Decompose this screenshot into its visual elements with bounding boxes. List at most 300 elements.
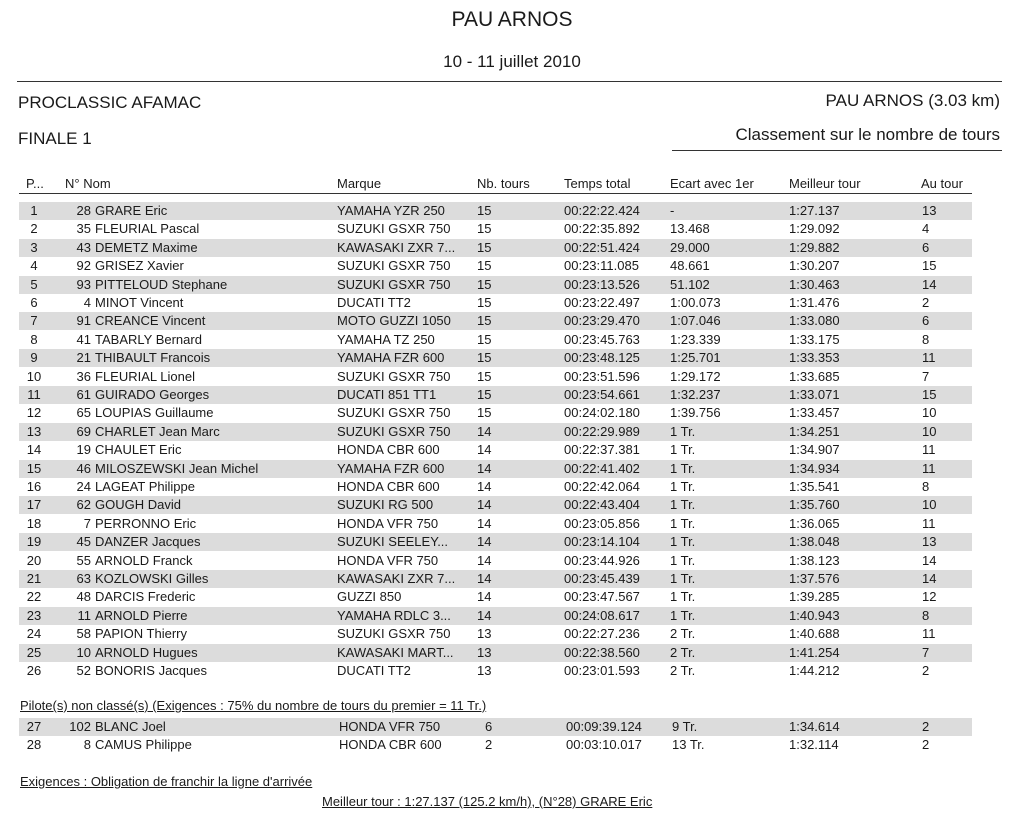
- cell-meilleur: 1:29.882: [789, 239, 840, 255]
- cell-nom: GRISEZ Xavier: [95, 258, 184, 274]
- cell-tours: 14: [477, 571, 492, 586]
- cell-nom: CHARLET Jean Marc: [95, 423, 220, 439]
- cell-au-tour: 13: [922, 203, 937, 218]
- cell-marque: HONDA CBR 600: [337, 442, 440, 458]
- cell-au-tour: 14: [922, 571, 937, 586]
- table-header-divider: [19, 193, 972, 194]
- cell-marque: HONDA CBR 600: [339, 737, 442, 753]
- cell-num: 8: [83, 737, 91, 753]
- cell-ecart: 1:32.237: [670, 387, 721, 402]
- cell-tours: 15: [477, 387, 492, 402]
- cell-num: 21: [76, 350, 91, 366]
- cell-nom: GOUGH David: [95, 497, 181, 513]
- cell-marque: KAWASAKI ZXR 7...: [337, 239, 456, 255]
- cell-ecart: 1 Tr.: [670, 607, 696, 623]
- cell-au-tour: 6: [922, 239, 930, 255]
- cell-ecart: 1:07.046: [670, 313, 721, 329]
- cell-tours: 15: [477, 295, 492, 310]
- table-row: [19, 276, 972, 294]
- cell-tours: 15: [477, 221, 492, 237]
- cell-tours: 14: [477, 607, 492, 623]
- table-row: [19, 460, 972, 478]
- top-divider: [17, 81, 1002, 82]
- cell-meilleur: 1:33.353: [789, 350, 840, 366]
- cell-meilleur: 1:38.048: [789, 534, 840, 550]
- table-row: [19, 625, 972, 643]
- table-row: [19, 404, 972, 422]
- cell-nom: MINOT Vincent: [95, 295, 184, 310]
- cell-tours: 15: [477, 258, 492, 274]
- cell-temps: 00:24:02.180: [564, 405, 640, 421]
- col-header-au-tour: Au tour: [921, 176, 963, 191]
- cell-marque: HONDA VFR 750: [337, 515, 439, 531]
- cell-au-tour: 2: [922, 663, 930, 678]
- cell-pos: 3: [30, 239, 38, 255]
- cell-au-tour: 12: [922, 589, 937, 605]
- table-row: [19, 478, 972, 496]
- circuit-label: PAU ARNOS (3.03 km): [825, 91, 1000, 110]
- cell-marque: SUZUKI GSXR 750: [337, 423, 451, 439]
- cell-temps: 00:22:42.064: [564, 479, 640, 494]
- race-label: FINALE 1: [18, 129, 92, 148]
- cell-temps: 00:23:13.526: [564, 276, 640, 292]
- cell-pos: 18: [26, 515, 42, 531]
- cell-num: 55: [76, 552, 91, 568]
- cell-temps: 00:23:11.085: [564, 258, 639, 274]
- cell-temps: 00:23:22.497: [564, 295, 640, 310]
- cell-temps: 00:03:10.017: [566, 737, 642, 753]
- cell-ecart: 48.661: [670, 258, 710, 274]
- cell-nom: THIBAULT Francois: [95, 350, 211, 366]
- cell-temps: 00:23:45.439: [564, 571, 640, 586]
- cell-marque: HONDA VFR 750: [337, 552, 439, 568]
- cell-num: 4: [83, 295, 91, 310]
- cell-ecart: 1:00.073: [670, 295, 721, 310]
- cell-ecart: 1:39.756: [670, 405, 721, 421]
- cell-ecart: 1 Tr.: [670, 589, 696, 605]
- cell-tours: 15: [477, 276, 492, 292]
- cell-temps: 00:22:35.892: [564, 221, 640, 237]
- cell-pos: 17: [26, 497, 42, 513]
- cell-temps: 00:22:29.989: [564, 423, 640, 439]
- cell-nom: PITTELOUD Stephane: [95, 276, 228, 292]
- cell-meilleur: 1:32.114: [789, 737, 839, 753]
- table-row: [19, 202, 972, 220]
- table-row: [19, 368, 972, 386]
- cell-pos: 21: [26, 571, 42, 586]
- cell-temps: 00:09:39.124: [566, 719, 642, 734]
- cell-marque: SUZUKI GSXR 750: [337, 221, 451, 237]
- cell-meilleur: 1:44.212: [789, 663, 840, 678]
- cell-nom: ARNOLD Franck: [95, 552, 193, 568]
- table-row: [19, 570, 972, 588]
- cell-tours: 2: [485, 737, 493, 753]
- cell-pos: 12: [26, 405, 42, 421]
- cell-pos: 8: [30, 331, 38, 347]
- cell-ecart: 9 Tr.: [672, 719, 698, 734]
- cell-pos: 7: [30, 313, 38, 329]
- cell-marque: SUZUKI RG 500: [337, 497, 434, 513]
- cell-temps: 00:23:54.661: [564, 387, 640, 402]
- exigences-note: Exigences : Obligation de franchir la ligne d'arrivée: [20, 774, 313, 789]
- cell-tours: 14: [477, 423, 492, 439]
- cell-pos: 1: [30, 203, 38, 218]
- cell-tours: 14: [477, 589, 492, 605]
- cell-meilleur: 1:40.688: [789, 626, 840, 642]
- cell-num: 36: [76, 368, 91, 384]
- cell-meilleur: 1:30.207: [789, 258, 840, 274]
- cell-ecart: 1 Tr.: [670, 515, 696, 531]
- cell-num: 48: [76, 589, 91, 605]
- cell-ecart: 51.102: [670, 276, 710, 292]
- table-row: [19, 239, 972, 257]
- cell-nom: KOZLOWSKI Gilles: [95, 571, 209, 586]
- cell-meilleur: 1:31.476: [789, 295, 840, 310]
- cell-nom: BONORIS Jacques: [95, 663, 207, 678]
- cell-meilleur: 1:34.907: [789, 442, 840, 458]
- table-row: [19, 349, 972, 367]
- table-row: [19, 220, 972, 238]
- cell-meilleur: 1:27.137: [789, 203, 840, 218]
- table-row: [19, 607, 972, 625]
- cell-tours: 13: [477, 663, 492, 678]
- cell-num: 19: [76, 442, 91, 458]
- cell-pos: 11: [27, 387, 41, 402]
- cell-ecart: 1 Tr.: [670, 552, 696, 568]
- cell-temps: 00:24:08.617: [564, 607, 640, 623]
- cell-au-tour: 14: [922, 276, 937, 292]
- cell-au-tour: 10: [922, 423, 937, 439]
- col-header-ecart: Ecart avec 1er: [670, 176, 754, 191]
- table-row: [19, 662, 972, 680]
- cell-nom: PERRONNO Eric: [95, 515, 197, 531]
- cell-pos: 28: [26, 737, 42, 753]
- cell-temps: 00:23:44.926: [564, 552, 640, 568]
- table-row: [19, 257, 972, 275]
- col-header-temps: Temps total: [564, 176, 631, 191]
- cell-tours: 14: [477, 515, 492, 531]
- cell-tours: 15: [477, 331, 492, 347]
- cell-ecart: 2 Tr.: [670, 663, 696, 678]
- cell-temps: 00:22:22.424: [564, 203, 640, 218]
- cell-num: 63: [76, 571, 91, 586]
- cell-pos: 26: [26, 663, 42, 678]
- cell-tours: 15: [477, 203, 492, 218]
- cell-marque: DUCATI TT2: [337, 663, 411, 678]
- cell-meilleur: 1:41.254: [789, 644, 840, 660]
- cell-meilleur: 1:37.576: [789, 571, 840, 586]
- cell-marque: GUZZI 850: [337, 589, 402, 605]
- cell-tours: 6: [485, 719, 493, 734]
- cell-num: 46: [76, 460, 91, 476]
- cell-au-tour: 10: [922, 405, 937, 421]
- cell-marque: SUZUKI GSXR 750: [337, 368, 451, 384]
- non-classes-title: Pilote(s) non classé(s) (Exigences : 75% du nombre de tours du premier = 11 Tr.): [20, 698, 487, 713]
- cell-au-tour: 15: [922, 258, 937, 274]
- cell-pos: 19: [26, 534, 42, 550]
- event-title: PAU ARNOS: [451, 8, 573, 31]
- cell-meilleur: 1:36.065: [789, 515, 840, 531]
- cell-tours: 14: [477, 442, 492, 458]
- cell-ecart: 29.000: [670, 239, 710, 255]
- cell-nom: FLEURIAL Lionel: [95, 368, 195, 384]
- cell-temps: 00:23:05.856: [564, 515, 640, 531]
- cell-au-tour: 4: [922, 221, 930, 237]
- cell-num: 92: [76, 258, 91, 274]
- cell-num: 7: [83, 515, 91, 531]
- cell-pos: 13: [26, 423, 42, 439]
- cell-num: 35: [76, 221, 91, 237]
- cell-marque: KAWASAKI MART...: [337, 644, 454, 660]
- cell-nom: BLANC Joel: [95, 719, 166, 734]
- cell-meilleur: 1:35.760: [789, 497, 840, 513]
- cell-num: 11: [77, 607, 91, 623]
- cell-pos: 23: [26, 607, 42, 623]
- cell-au-tour: 11: [922, 626, 936, 642]
- cell-marque: SUZUKI GSXR 750: [337, 405, 451, 421]
- table-row: [19, 718, 972, 736]
- cell-au-tour: 14: [922, 552, 937, 568]
- cell-au-tour: 2: [922, 737, 930, 753]
- ranking-type-label: Classement sur le nombre de tours: [735, 125, 1000, 144]
- cell-pos: 14: [26, 442, 42, 458]
- cell-marque: DUCATI TT2: [337, 295, 411, 310]
- table-row: [19, 533, 972, 551]
- cell-temps: 00:23:47.567: [564, 589, 640, 605]
- cell-temps: 00:23:14.104: [564, 534, 640, 550]
- cell-meilleur: 1:33.080: [789, 313, 840, 329]
- table-row: [19, 312, 972, 330]
- cell-marque: YAMAHA TZ 250: [337, 331, 435, 347]
- cell-marque: SUZUKI GSXR 750: [337, 258, 451, 274]
- cell-nom: LOUPIAS Guillaume: [95, 405, 214, 421]
- cell-ecart: 1:23.339: [670, 331, 721, 347]
- cell-nom: ARNOLD Pierre: [95, 607, 188, 623]
- cell-au-tour: 7: [922, 368, 930, 384]
- cell-num: 41: [76, 331, 91, 347]
- table-row: [19, 644, 972, 662]
- cell-pos: 9: [30, 350, 38, 366]
- cell-nom: ARNOLD Hugues: [95, 644, 198, 660]
- cell-ecart: 1:29.172: [670, 368, 721, 384]
- cell-ecart: 1 Tr.: [670, 442, 696, 458]
- cell-marque: DUCATI 851 TT1: [337, 387, 437, 402]
- cell-tours: 14: [477, 479, 492, 494]
- cell-ecart: 2 Tr.: [670, 626, 696, 642]
- cell-num: 24: [76, 479, 91, 494]
- cell-au-tour: 10: [922, 497, 937, 513]
- cell-meilleur: 1:30.463: [789, 276, 840, 292]
- cell-temps: 00:23:01.593: [564, 663, 640, 678]
- cell-num: 52: [76, 663, 91, 678]
- cell-tours: 15: [477, 405, 492, 421]
- cell-au-tour: 13: [922, 534, 937, 550]
- cell-nom: CAMUS Philippe: [95, 737, 192, 753]
- cell-meilleur: 1:34.934: [789, 460, 840, 476]
- cell-marque: MOTO GUZZI 1050: [337, 313, 451, 329]
- cell-nom: LAGEAT Philippe: [95, 479, 195, 494]
- cell-temps: 00:22:37.381: [564, 442, 640, 458]
- cell-pos: 5: [30, 276, 38, 292]
- col-header-marque: Marque: [337, 176, 382, 191]
- cell-tours: 14: [477, 534, 492, 550]
- cell-num: 58: [76, 626, 91, 642]
- cell-nom: CHAULET Eric: [95, 442, 182, 458]
- cell-tours: 15: [477, 368, 492, 384]
- cell-tours: 14: [477, 497, 492, 513]
- cell-num: 43: [76, 239, 91, 255]
- cell-au-tour: 8: [922, 331, 930, 347]
- cell-meilleur: 1:38.123: [789, 552, 840, 568]
- cell-nom: TABARLY Bernard: [95, 331, 202, 347]
- cell-nom: GUIRADO Georges: [95, 387, 210, 402]
- cell-nom: DEMETZ Maxime: [95, 239, 198, 255]
- cell-tours: 14: [477, 460, 492, 476]
- cell-meilleur: 1:40.943: [789, 607, 840, 623]
- cell-num: 93: [76, 276, 91, 292]
- cell-ecart: 1 Tr.: [670, 479, 696, 494]
- cell-marque: HONDA VFR 750: [339, 719, 441, 734]
- cell-num: 69: [76, 423, 91, 439]
- cell-au-tour: 11: [922, 442, 936, 458]
- cell-temps: 00:23:29.470: [564, 313, 640, 329]
- table-row: [19, 588, 972, 606]
- cell-temps: 00:22:38.560: [564, 644, 640, 660]
- cell-meilleur: 1:33.457: [789, 405, 840, 421]
- col-header-pos: P...: [26, 176, 44, 191]
- cell-pos: 6: [30, 295, 38, 310]
- table-row: [19, 423, 972, 441]
- cell-au-tour: 11: [922, 350, 936, 366]
- cell-num: 61: [76, 387, 91, 402]
- cell-nom: CREANCE Vincent: [95, 313, 206, 329]
- table-row: [19, 736, 972, 754]
- cell-pos: 25: [26, 644, 42, 660]
- table-row: [19, 552, 972, 570]
- cell-pos: 10: [26, 368, 42, 384]
- cell-tours: 15: [477, 313, 492, 329]
- col-header-tours: Nb. tours: [477, 176, 530, 191]
- cell-ecart: -: [670, 203, 675, 218]
- cell-ecart: 1 Tr.: [670, 571, 696, 586]
- cell-pos: 27: [26, 719, 42, 734]
- best-lap-note: Meilleur tour : 1:27.137 (125.2 km/h), (N°28) GRARE Eric: [322, 794, 653, 809]
- cell-au-tour: 7: [922, 644, 930, 660]
- cell-num: 91: [76, 313, 91, 329]
- cell-nom: MILOSZEWSKI Jean Michel: [95, 460, 259, 476]
- cell-meilleur: 1:34.251: [789, 423, 840, 439]
- col-header-num-nom: N° Nom: [65, 176, 111, 191]
- cell-nom: FLEURIAL Pascal: [95, 221, 200, 237]
- cell-au-tour: 11: [922, 460, 936, 476]
- cell-ecart: 1 Tr.: [670, 497, 696, 513]
- cell-marque: YAMAHA RDLC 3...: [337, 607, 451, 623]
- cell-marque: KAWASAKI ZXR 7...: [337, 571, 456, 586]
- cell-meilleur: 1:35.541: [789, 479, 840, 494]
- right-header-divider: [672, 150, 1002, 151]
- cell-pos: 16: [26, 479, 42, 494]
- cell-marque: YAMAHA FZR 600: [337, 350, 445, 366]
- cell-tours: 15: [477, 350, 492, 366]
- cell-temps: 00:22:41.402: [564, 460, 640, 476]
- cell-marque: SUZUKI GSXR 750: [337, 626, 451, 642]
- event-date: 10 - 11 juillet 2010: [443, 52, 581, 71]
- cell-ecart: 1 Tr.: [670, 460, 696, 476]
- table-row: [19, 294, 972, 312]
- table-row: [19, 515, 972, 533]
- cell-temps: 00:23:51.596: [564, 368, 640, 384]
- cell-au-tour: 8: [922, 479, 930, 494]
- cell-marque: SUZUKI GSXR 750: [337, 276, 451, 292]
- cell-meilleur: 1:39.285: [789, 589, 840, 605]
- cell-nom: PAPION Thierry: [95, 626, 187, 642]
- cell-meilleur: 1:34.614: [789, 719, 840, 734]
- cell-marque: HONDA CBR 600: [337, 479, 440, 494]
- cell-num: 45: [76, 534, 91, 550]
- cell-temps: 00:22:51.424: [564, 239, 640, 255]
- cell-meilleur: 1:29.092: [789, 221, 840, 237]
- cell-temps: 00:23:48.125: [564, 350, 640, 366]
- cell-num: 28: [76, 203, 91, 218]
- cell-tours: 15: [477, 239, 492, 255]
- table-row: [19, 386, 972, 404]
- cell-nom: GRARE Eric: [95, 203, 168, 218]
- cell-tours: 13: [477, 644, 492, 660]
- cell-marque: SUZUKI SEELEY...: [337, 534, 449, 550]
- cell-nom: DARCIS Frederic: [95, 589, 196, 605]
- cell-marque: YAMAHA YZR 250: [337, 203, 445, 218]
- cell-num: 102: [69, 719, 91, 734]
- cell-meilleur: 1:33.175: [789, 331, 840, 347]
- cell-pos: 22: [26, 589, 42, 605]
- table-row: [19, 331, 972, 349]
- cell-meilleur: 1:33.685: [789, 368, 840, 384]
- cell-pos: 24: [26, 626, 42, 642]
- category-label: PROCLASSIC AFAMAC: [18, 93, 202, 112]
- cell-pos: 20: [26, 552, 42, 568]
- cell-au-tour: 15: [922, 387, 937, 402]
- cell-ecart: 2 Tr.: [670, 644, 696, 660]
- cell-marque: YAMAHA FZR 600: [337, 460, 445, 476]
- cell-au-tour: 11: [922, 515, 936, 531]
- cell-au-tour: 2: [922, 719, 930, 734]
- cell-ecart: 1 Tr.: [670, 534, 696, 550]
- col-header-meilleur: Meilleur tour: [789, 176, 861, 191]
- cell-ecart: 1 Tr.: [670, 423, 696, 439]
- cell-temps: 00:22:27.236: [564, 626, 640, 642]
- cell-ecart: 13.468: [670, 221, 710, 237]
- cell-pos: 15: [26, 460, 42, 476]
- cell-ecart: 1:25.701: [670, 350, 721, 366]
- cell-meilleur: 1:33.071: [789, 387, 840, 402]
- cell-temps: 00:23:45.763: [564, 331, 640, 347]
- cell-pos: 4: [30, 258, 38, 274]
- cell-tours: 13: [477, 626, 492, 642]
- cell-temps: 00:22:43.404: [564, 497, 640, 513]
- cell-ecart: 13 Tr.: [672, 737, 705, 753]
- cell-nom: DANZER Jacques: [95, 534, 201, 550]
- table-row: [19, 496, 972, 514]
- cell-num: 65: [76, 405, 91, 421]
- cell-pos: 2: [30, 221, 38, 237]
- table-row: [19, 441, 972, 459]
- cell-au-tour: 2: [922, 295, 930, 310]
- cell-num: 10: [76, 644, 91, 660]
- cell-tours: 14: [477, 552, 492, 568]
- cell-num: 62: [76, 497, 91, 513]
- cell-au-tour: 6: [922, 313, 930, 329]
- cell-au-tour: 8: [922, 607, 930, 623]
